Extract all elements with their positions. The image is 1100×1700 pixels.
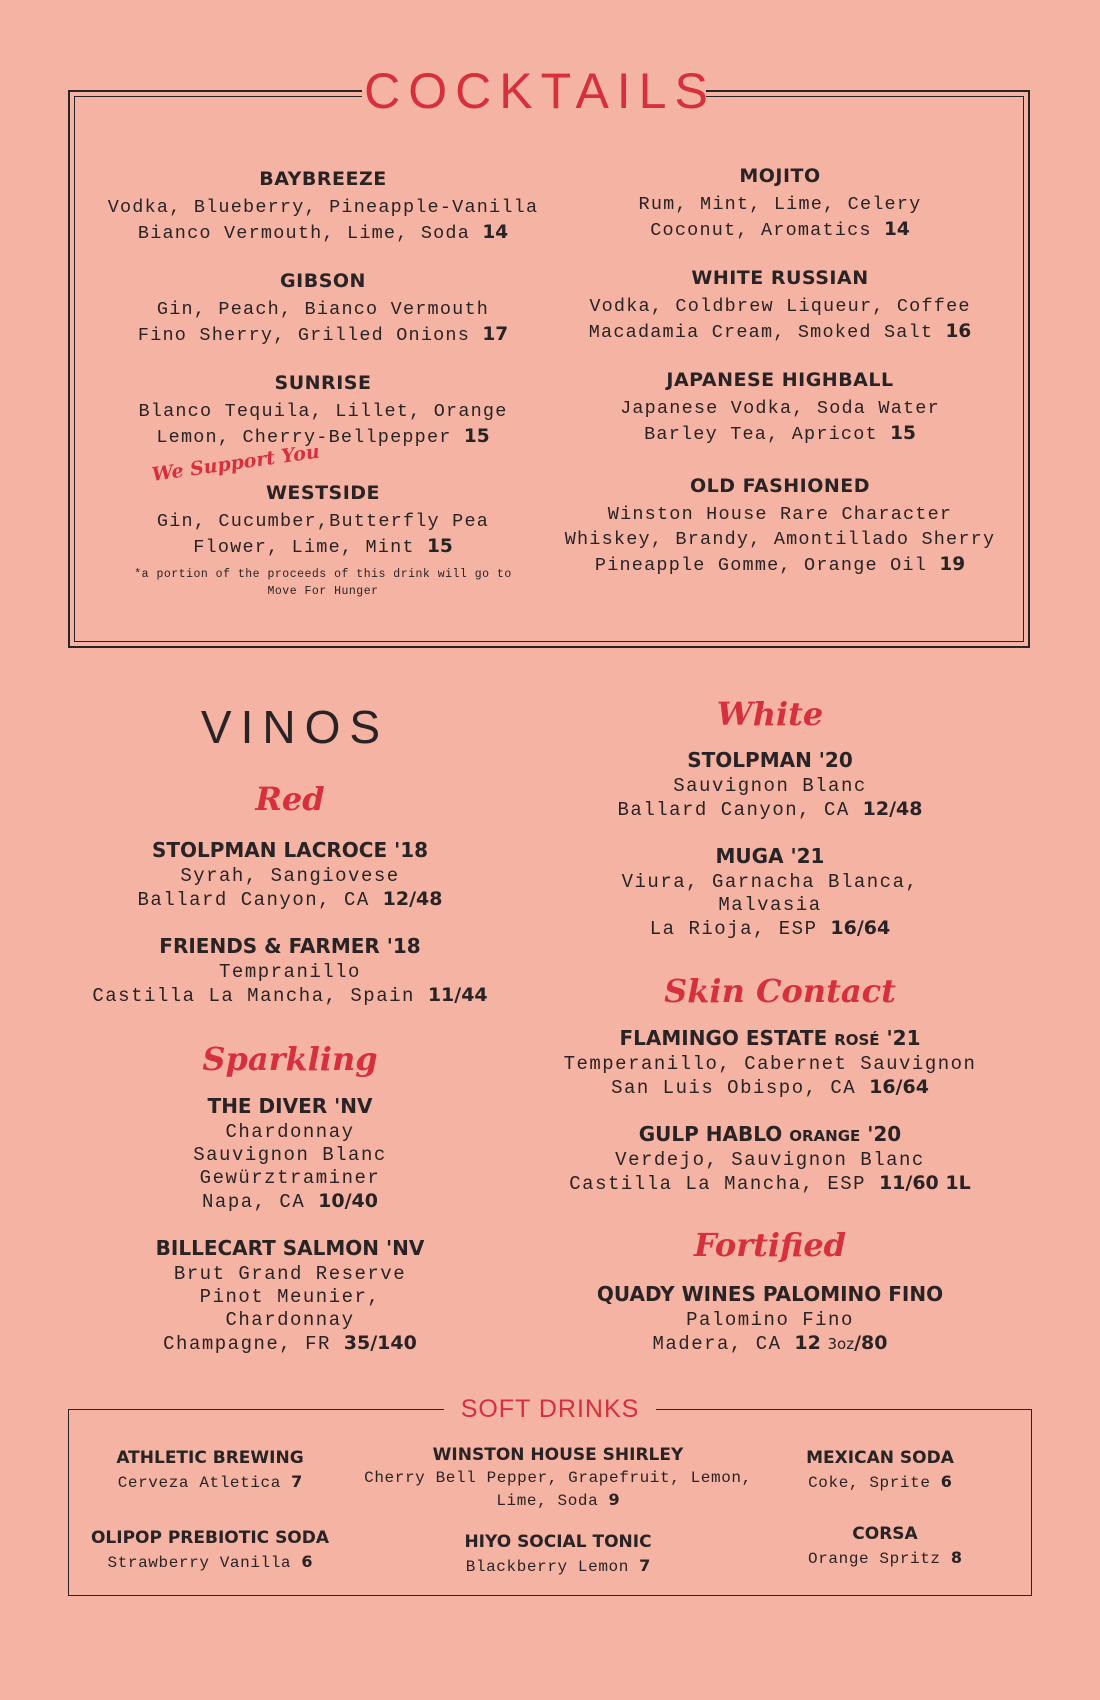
soft-drink-details: Lime, Soda 9 <box>496 1490 620 1510</box>
wine-details: Sauvignon Blanc <box>193 1144 387 1166</box>
cocktail-baybreeze <box>100 168 546 246</box>
wine-price: 35/140 <box>343 1332 417 1354</box>
soft-drink-price: 6 <box>940 1472 952 1491</box>
cocktail-name: OLD FASHIONED <box>689 475 871 497</box>
cocktail-westside <box>100 482 546 600</box>
wine-price: 16/64 <box>830 917 891 939</box>
cocktail-name: MOJITO <box>739 165 821 187</box>
cocktails-heading: COCKTAILS <box>364 63 716 119</box>
cocktail-price: 15 <box>890 423 916 444</box>
wine-friends-farmer <box>60 934 520 1008</box>
wine-the-diver <box>80 1094 500 1214</box>
soft-drink-name: MEXICAN SODA <box>806 1448 954 1468</box>
wine-billecart-salmon <box>80 1236 500 1356</box>
soft-drink-name: WINSTON HOUSE SHIRLEY <box>432 1445 684 1465</box>
cocktail-name: WHITE RUSSIAN <box>691 267 869 289</box>
cocktail-note: Move For Hunger <box>267 585 379 598</box>
wine-price: 10/40 <box>318 1190 378 1212</box>
wine-details: Ballard Canyon, CA 12/48 <box>137 888 443 911</box>
soft-drink-name: CORSA <box>852 1524 918 1544</box>
wine-muga <box>560 844 980 941</box>
wine-details: Ballard Canyon, CA 12/48 <box>617 798 923 821</box>
wine-details: Malvasia <box>718 894 822 916</box>
cocktail-japanese-highball <box>560 369 1000 447</box>
cocktail-old-fashioned <box>560 475 1000 578</box>
cocktail-name: SUNRISE <box>274 372 372 394</box>
wine-details: Tempranillo <box>219 961 361 983</box>
wine-details: Pinot Meunier, <box>199 1286 381 1308</box>
cocktail-ingredients: Coconut, Aromatics 14 <box>650 219 910 241</box>
soft-drink-price: 7 <box>639 1556 651 1575</box>
cocktail-ingredients: Barley Tea, Apricot 15 <box>644 423 916 445</box>
wine-price: 11/44 <box>427 984 488 1006</box>
wine-details: Verdejo, Sauvignon Blanc <box>615 1149 925 1171</box>
soft-drink-corsa <box>790 1524 980 1570</box>
wine-name: GULP HABLO ORANGE '20 <box>638 1122 902 1146</box>
wine-details: Napa, CA 10/40 <box>202 1190 378 1213</box>
soft-drink-details: Blackberry Lemon 7 <box>465 1556 651 1576</box>
soft-drink-winston-house-shirley <box>358 1445 758 1512</box>
cocktail-price: 15 <box>427 536 453 557</box>
wine-details: Brut Grand Reserve <box>173 1263 407 1285</box>
soft-drink-olipop <box>80 1528 340 1574</box>
wine-quady-palomino <box>560 1282 980 1356</box>
cocktail-price: 17 <box>482 324 509 345</box>
wine-details: Castilla La Mancha, ESP 11/60 1L <box>569 1172 971 1195</box>
soft-drink-details: Cerveza Atletica 7 <box>117 1472 303 1492</box>
cocktail-ingredients: Japanese Vodka, Soda Water <box>620 398 940 419</box>
soft-drink-athletic-brewing <box>90 1448 330 1494</box>
wine-name: FLAMINGO ESTATE ROSÉ '21 <box>619 1026 921 1050</box>
wine-details: Chardonnay <box>225 1309 355 1331</box>
cocktail-gibson <box>100 270 546 348</box>
cocktail-ingredients: Lemon, Cherry-Bellpepper 15 <box>156 426 490 448</box>
soft-drink-price: 7 <box>291 1472 303 1491</box>
wine-details: Temperanillo, Cabernet Sauvignon <box>563 1053 977 1075</box>
cocktail-price: 16 <box>945 321 972 342</box>
cocktail-sunrise <box>100 372 546 450</box>
wine-name: THE DIVER 'NV <box>207 1094 373 1118</box>
cocktail-ingredients: Rum, Mint, Lime, Celery <box>638 194 922 215</box>
cocktail-price: 14 <box>884 219 910 240</box>
soft-drink-details: Strawberry Vanilla 6 <box>107 1552 313 1572</box>
wine-gulp-hablo <box>560 1122 980 1196</box>
cocktail-white-russian <box>560 267 1000 345</box>
soft-drink-details: Coke, Sprite 6 <box>808 1472 952 1492</box>
soft-drink-price: 8 <box>950 1548 962 1567</box>
wine-details: Palomino Fino <box>686 1309 854 1331</box>
soft-drink-price: 6 <box>301 1552 313 1571</box>
vinos-heading: VINOS <box>200 701 390 753</box>
wine-details: Castilla La Mancha, Spain 11/44 <box>92 984 488 1007</box>
cocktail-note: *a portion of the proceeds of this drink will go to <box>134 568 512 581</box>
soft-drink-name: OLIPOP PREBIOTIC SODA <box>90 1528 330 1548</box>
wine-price: 12/48 <box>862 798 923 820</box>
wine-details: Madera, CA 12 3oz/80 <box>652 1332 888 1355</box>
wine-category-white: White <box>716 695 824 733</box>
cocktail-ingredients: Macadamia Cream, Smoked Salt 16 <box>588 321 972 343</box>
cocktail-price: 19 <box>939 554 966 575</box>
wine-name: STOLPMAN '20 <box>687 748 853 772</box>
wine-price: 12/48 <box>382 888 443 910</box>
wine-price: 12 3oz/80 <box>794 1332 888 1354</box>
cocktail-ingredients: Whiskey, Brandy, Amontillado Sherry <box>564 529 996 550</box>
wine-stolpman-lacroce <box>80 838 500 912</box>
soft-drinks-heading: SOFT DRINKS <box>444 1395 656 1424</box>
wine-details: San Luis Obispo, CA 16/64 <box>611 1076 929 1099</box>
soft-drink-name: HIYO SOCIAL TONIC <box>464 1532 652 1552</box>
wine-flamingo-estate <box>560 1026 980 1100</box>
cocktail-price: 15 <box>463 426 490 447</box>
wine-details: La Rioja, ESP 16/64 <box>649 917 891 940</box>
wine-details: Sauvignon Blanc <box>673 775 867 797</box>
wine-stolpman-20 <box>560 748 980 822</box>
cocktail-ingredients: Gin, Cucumber,Butterfly Pea <box>156 511 490 532</box>
soft-drink-hiyo <box>438 1532 678 1578</box>
soft-drink-name: ATHLETIC BREWING <box>116 1448 304 1468</box>
cocktail-ingredients: Flower, Lime, Mint 15 <box>193 536 453 558</box>
support-tag: We Support You <box>150 440 321 486</box>
cocktail-ingredients: Vodka, Blueberry, Pineapple-Vanilla <box>107 197 539 218</box>
wine-name: BILLECART SALMON 'NV <box>155 1236 425 1260</box>
cocktail-name: BAYBREEZE <box>259 168 387 190</box>
soft-drink-price: 9 <box>608 1490 620 1509</box>
wine-details: Chardonnay <box>225 1121 355 1143</box>
wine-details: Viura, Garnacha Blanca, <box>621 871 919 893</box>
cocktail-ingredients: Bianco Vermouth, Lime, Soda 14 <box>137 222 509 244</box>
soft-drink-mexican-soda <box>780 1448 980 1494</box>
cocktail-name: JAPANESE HIGHBALL <box>666 369 894 391</box>
cocktail-ingredients: Blanco Tequila, Lillet, Orange <box>138 401 508 422</box>
wine-details: Gewürztraminer <box>199 1167 381 1189</box>
wine-name: FRIENDS & FARMER '18 <box>159 934 421 958</box>
wine-category-skin-contact: Skin Contact <box>664 972 896 1010</box>
wine-price: 16/64 <box>869 1076 929 1098</box>
wine-price: 11/60 1L <box>878 1172 971 1194</box>
cocktail-ingredients: Winston House Rare Character <box>607 504 953 525</box>
cocktail-ingredients: Vodka, Coldbrew Liqueur, Coffee <box>589 296 971 317</box>
wine-category-fortified: Fortified <box>693 1226 847 1264</box>
wine-category-red: Red <box>255 780 325 818</box>
wine-name: MUGA '21 <box>715 844 825 868</box>
wine-name: QUADY WINES PALOMINO FINO <box>596 1282 944 1306</box>
cocktail-ingredients: Fino Sherry, Grilled Onions 17 <box>137 324 509 346</box>
cocktail-ingredients: Pineapple Gomme, Orange Oil 19 <box>594 554 966 576</box>
wine-name: STOLPMAN LACROCE '18 <box>151 838 429 862</box>
cocktail-name: WESTSIDE <box>265 482 381 504</box>
soft-drink-details: Orange Spritz 8 <box>808 1548 962 1568</box>
cocktail-mojito <box>560 165 1000 243</box>
wine-category-sparkling: Sparkling <box>202 1040 378 1078</box>
cocktail-name: GIBSON <box>280 270 366 292</box>
cocktail-ingredients: Gin, Peach, Bianco Vermouth <box>156 299 490 320</box>
wine-details: Champagne, FR 35/140 <box>163 1332 417 1355</box>
soft-drink-details: Cherry Bell Pepper, Grapefruit, Lemon, <box>364 1469 752 1487</box>
wine-details: Syrah, Sangiovese <box>180 865 400 887</box>
cocktail-price: 14 <box>482 222 509 243</box>
